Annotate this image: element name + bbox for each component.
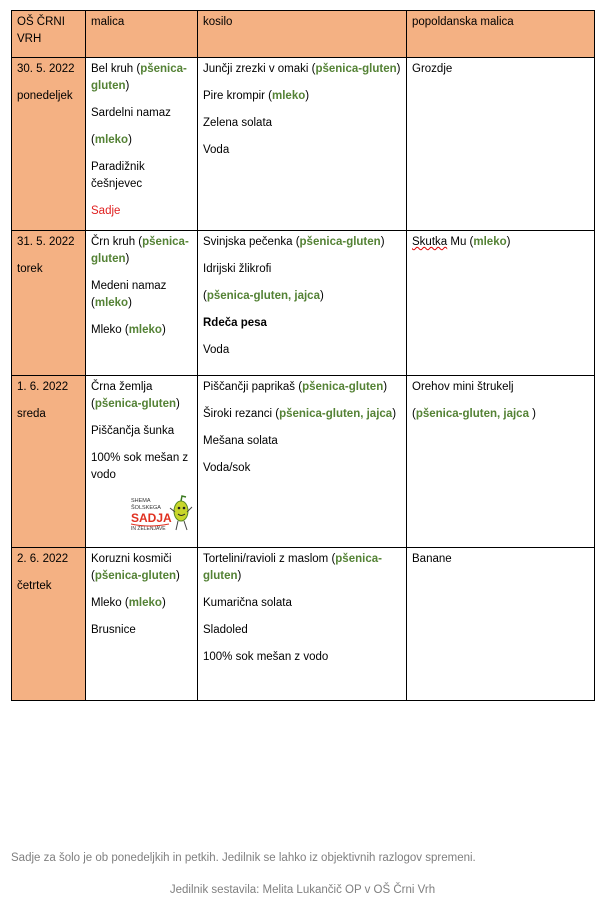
day-cell — [12, 231, 86, 376]
day-cell — [12, 548, 86, 701]
menu-item: Grozdje — [412, 63, 453, 75]
svg-text:ŠOLSKEGA: ŠOLSKEGA — [131, 505, 161, 511]
menu-item: Bel kruh (pšenica-gluten) — [91, 63, 187, 92]
menu-item: Skutka Mu (mleko) — [412, 236, 511, 248]
menu-item: Koruzni kosmiči (pšenica-gluten) — [91, 553, 180, 582]
menu-item: Zelena solata — [203, 117, 273, 129]
malica-cell — [86, 548, 198, 701]
popoldanska-cell — [407, 231, 595, 376]
kosilo-cell — [198, 58, 407, 231]
menu-item: (pšenica-gluten, jajca) — [203, 290, 324, 302]
menu-item: Medeni namaz (mleko) — [91, 280, 167, 309]
menu-table — [11, 10, 595, 701]
day-date: 30. 5. 2022 — [17, 63, 75, 75]
table-header-row — [12, 11, 595, 58]
kosilo-cell — [198, 548, 407, 701]
menu-item: Voda — [203, 344, 230, 356]
menu-item: Voda — [203, 144, 230, 156]
menu-item: (pšenica-gluten, jajca ) — [412, 408, 536, 420]
fruit-scheme-icon — [129, 494, 197, 538]
fruit-item: Sadje — [91, 205, 121, 217]
menu-item: 100% sok mešan z vodo — [91, 452, 189, 481]
malica-cell — [86, 376, 198, 548]
day-weekday: torek — [17, 263, 43, 275]
menu-item: Rdeča pesa — [203, 317, 267, 329]
menu-item: Voda/sok — [203, 462, 251, 474]
svg-text:IN ZELENJAVE: IN ZELENJAVE — [131, 526, 166, 532]
header-malica: malica — [86, 11, 198, 58]
day-date: 2. 6. 2022 — [17, 553, 69, 565]
menu-item: Črn kruh (pšenica-gluten) — [91, 236, 189, 265]
menu-item: Črna žemlja (pšenica-gluten) — [91, 381, 180, 410]
table-row — [12, 548, 595, 701]
menu-item: Orehov mini štrukelj — [412, 381, 514, 393]
menu-item: Široki rezanci (pšenica-gluten, jajca) — [203, 408, 397, 420]
menu-item: 100% sok mešan z vodo — [203, 651, 329, 663]
popoldanska-cell — [407, 548, 595, 701]
header-kosilo: kosilo — [198, 11, 407, 58]
menu-item: Svinjska pečenka (pšenica-gluten) — [203, 236, 385, 248]
kosilo-cell — [198, 376, 407, 548]
day-date: 1. 6. 2022 — [17, 381, 69, 393]
malica-cell — [86, 58, 198, 231]
table-row — [12, 376, 595, 548]
day-weekday: sreda — [17, 408, 46, 420]
kosilo-cell — [198, 231, 407, 376]
menu-item: Paradižnik češnjevec — [91, 161, 145, 190]
malica-cell — [86, 231, 198, 376]
menu-item: Tortelini/ravioli z maslom (pšenica-gluten) — [203, 553, 382, 582]
svg-text:SHEMA: SHEMA — [131, 498, 151, 504]
table-row — [12, 231, 595, 376]
shema-solskega-sadja-logo — [91, 494, 193, 538]
day-date: 31. 5. 2022 — [17, 236, 75, 248]
menu-item: Junčji zrezki v omaki (pšenica-gluten) — [203, 63, 401, 75]
footer-author: Jedilnik sestavila: Melita Lukančič OP v OŠ Črni Vrh — [169, 884, 436, 896]
svg-text:SADJA: SADJA — [131, 511, 172, 525]
menu-item: Idrijski žlikrofi — [203, 263, 272, 275]
menu-item: Banane — [412, 553, 452, 565]
menu-item: Kumarična solata — [203, 597, 292, 609]
footer-note: Sadje za šolo je ob ponedeljkih in petkih. Jedilnik se lahko iz objektivnih razlogov spremeni. — [11, 852, 476, 864]
header-popoldanska: popoldanska malica — [407, 11, 595, 58]
menu-item: Sladoled — [203, 624, 248, 636]
table-row — [12, 58, 595, 231]
menu-item: Brusnice — [91, 624, 136, 636]
day-weekday: četrtek — [17, 580, 52, 592]
menu-item: Mešana solata — [203, 435, 278, 447]
header-school: OŠ ČRNI VRH — [12, 11, 86, 58]
popoldanska-cell — [407, 58, 595, 231]
menu-item: Mleko (mleko) — [91, 597, 166, 609]
popoldanska-cell — [407, 376, 595, 548]
day-weekday: ponedeljek — [17, 90, 73, 102]
menu-item: (mleko) — [91, 134, 132, 146]
day-cell — [12, 376, 86, 548]
menu-item: Piščančji paprikaš (pšenica-gluten) — [203, 381, 388, 393]
menu-item: Pire krompir (mleko) — [203, 90, 310, 102]
menu-item: Sardelni namaz — [91, 107, 171, 119]
day-cell — [12, 58, 86, 231]
menu-item: Mleko (mleko) — [91, 324, 166, 336]
menu-item: Piščančja šunka — [91, 425, 175, 437]
